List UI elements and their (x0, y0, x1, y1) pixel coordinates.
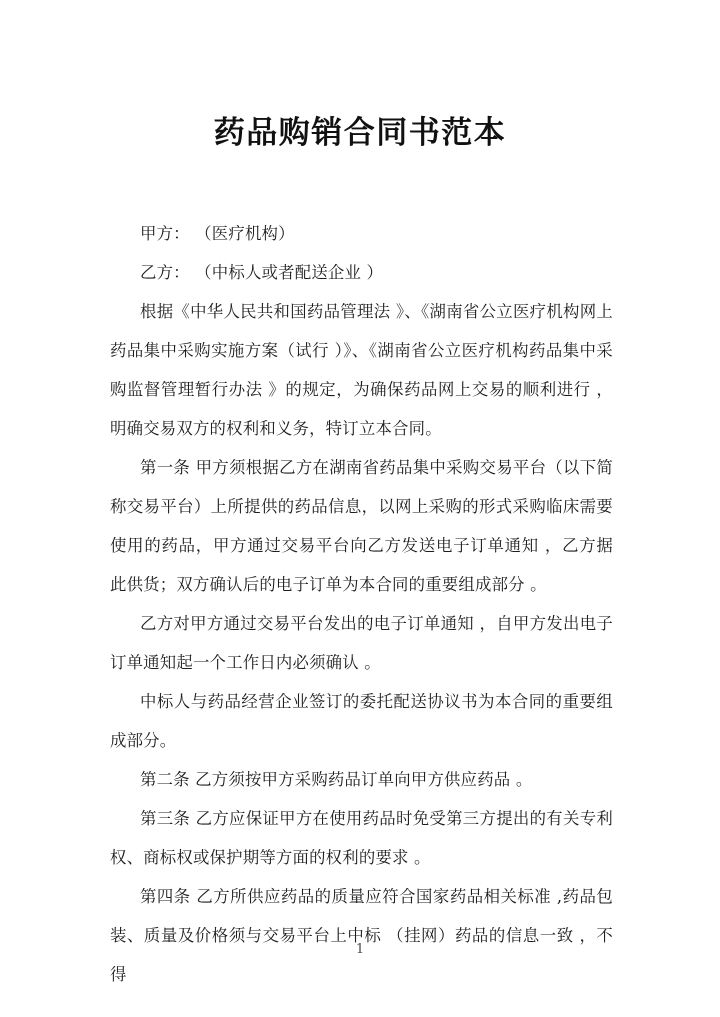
paragraph-article-2: 第二条 乙方须按甲方采购药品订单向甲方供应药品 。 (140, 770, 533, 789)
paragraph-preamble: 根据《中华人民共和国药品管理法 》、《湖南省公立医疗机构网上药品集中采购实施方案（试行 ）》、《湖南省公立医疗机构药品集中采购监督管理暂行办法 》的规定，为确保药品网上交易的顺利进行 ，明确交易双方的权利和义务，特订立本合同。 (110, 302, 613, 438)
paragraph-article-3: 第三条 乙方应保证甲方在使用药品时免受第三方提出的有关专利权、商标权或保护期等方面的权利的要求 。 (110, 809, 613, 867)
paragraph-article-1: 第一条 甲方须根据乙方在湖南省药品集中采购交易平台（以下简称交易平台）上所提供的药品信息，以网上采购的形式采购临床需要使用的药品，甲方通过交易平台向乙方发送电子订单通知 ，乙方据此供货；双方确认后的电子订单为本合同的重要组成部分 。 (110, 458, 613, 594)
page-title: 药品购销合同书范本 (213, 114, 507, 151)
paragraph-article-1-clause-b: 乙方对甲方通过交易平台发出的电子订单通知 ，自甲方发出电子订单通知起一个工作日内必须确认 。 (110, 614, 613, 672)
document-body (110, 214, 613, 994)
party-a-line: 甲方： （医疗机构） (140, 224, 295, 243)
party-b-line: 乙方： （中标人或者配送企业 ） (140, 263, 384, 282)
paragraph-article-1-clause-c: 中标人与药品经营企业签订的委托配送协议书为本合同的重要组成部分。 (110, 692, 613, 750)
page-number: 1 (355, 942, 365, 957)
paragraph-article-4: 第四条 乙方所供应药品的质量应符合国家药品相关标准 ,药品包装、质量及价格须与交易平台上中标 （挂网）药品的信息一致 ，不得 (110, 887, 613, 984)
